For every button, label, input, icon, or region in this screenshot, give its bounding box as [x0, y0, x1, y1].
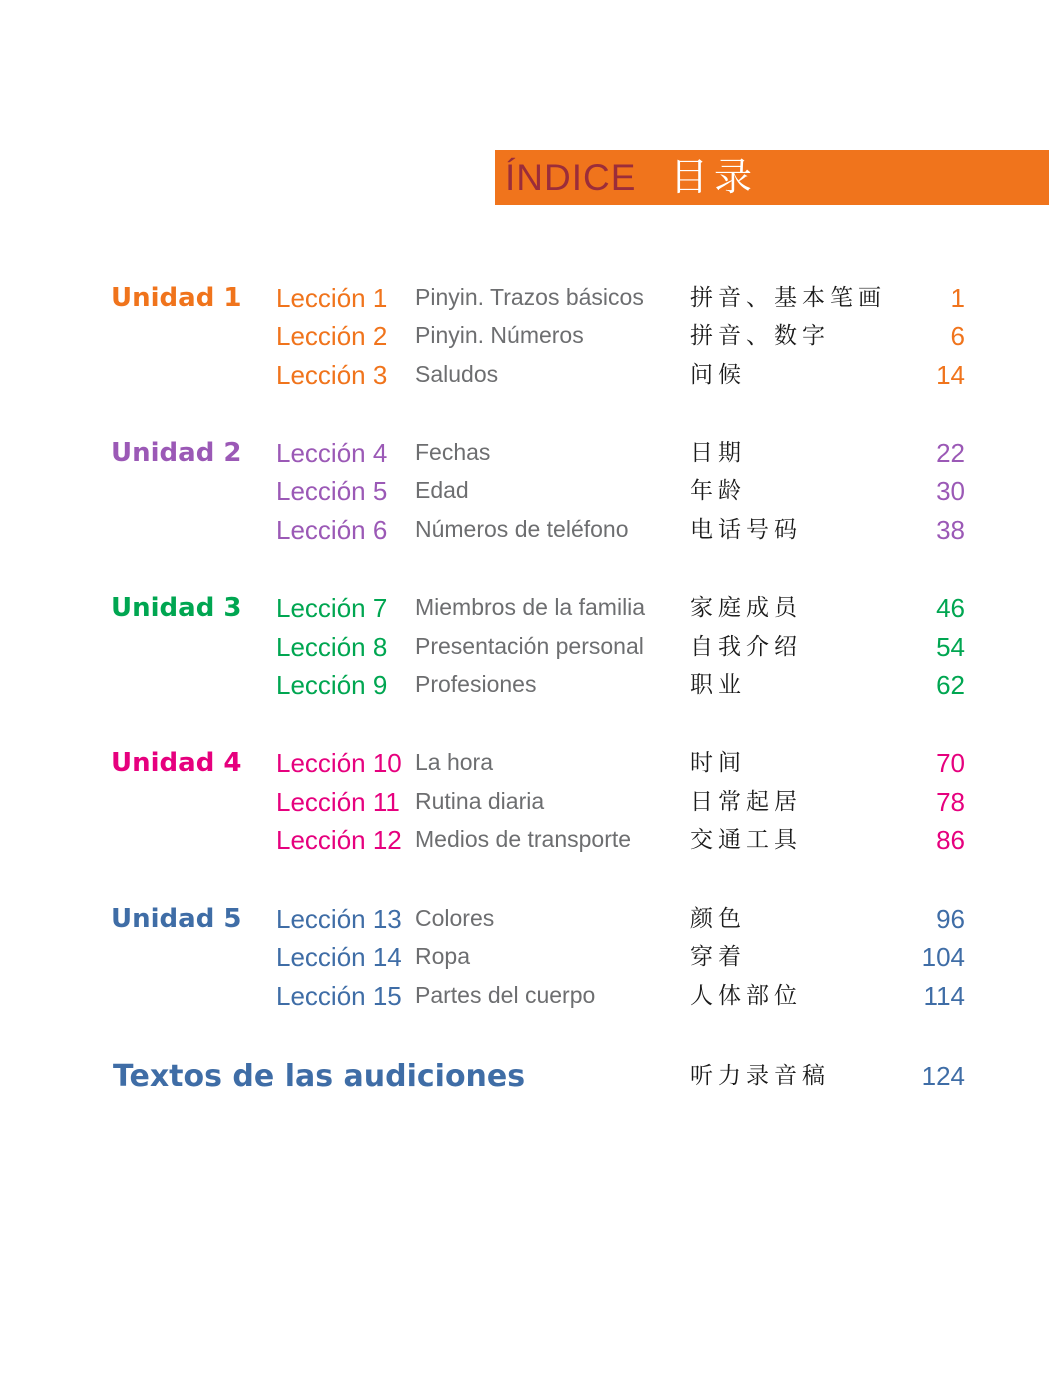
lesson-2-title-zh: 拼音、数字 [690, 323, 830, 349]
lesson-15-label[interactable]: Lección 15 [276, 981, 402, 1011]
lesson-3-label[interactable]: Lección 3 [276, 360, 388, 390]
lesson-14-title-es[interactable]: Ropa [415, 943, 470, 969]
lesson-8-page[interactable]: 54 [936, 632, 965, 662]
lesson-12-title-zh: 交通工具 [690, 827, 802, 853]
lesson-2-page[interactable]: 6 [950, 321, 965, 351]
unit-5-label[interactable]: Unidad 5 [111, 904, 242, 934]
appendix-page[interactable]: 124 [921, 1061, 965, 1091]
lesson-11-title-zh: 日常起居 [690, 789, 802, 815]
lesson-13-label[interactable]: Lección 13 [276, 904, 402, 934]
lesson-13-page[interactable]: 96 [936, 904, 965, 934]
lesson-6-page[interactable]: 38 [936, 515, 965, 545]
lesson-9-title-es[interactable]: Profesiones [415, 671, 537, 697]
unit-1-label[interactable]: Unidad 1 [111, 283, 242, 313]
unit-4-label[interactable]: Unidad 4 [111, 748, 242, 778]
lesson-2-title-es[interactable]: Pinyin. Números [415, 322, 584, 348]
lesson-8-label[interactable]: Lección 8 [276, 632, 388, 662]
lesson-2-label[interactable]: Lección 2 [276, 321, 388, 351]
lesson-9-page[interactable]: 62 [936, 670, 965, 700]
lesson-6-title-zh: 电话号码 [690, 517, 802, 543]
lesson-15-page[interactable]: 114 [923, 981, 965, 1011]
lesson-14-label[interactable]: Lección 14 [276, 942, 402, 972]
lesson-8-title-es[interactable]: Presentación personal [415, 633, 644, 659]
index-title-es: ÍNDICE [505, 157, 637, 198]
lesson-4-page[interactable]: 22 [936, 438, 965, 468]
lesson-4-label[interactable]: Lección 4 [276, 438, 388, 468]
lesson-10-title-es[interactable]: La hora [415, 749, 494, 775]
lesson-15-title-zh: 人体部位 [690, 983, 802, 1009]
lesson-6-title-es[interactable]: Números de teléfono [415, 516, 629, 542]
lesson-7-page[interactable]: 46 [936, 593, 965, 623]
lesson-13-title-es[interactable]: Colores [415, 905, 495, 931]
lesson-10-title-zh: 时间 [690, 750, 746, 776]
unit-2-label[interactable]: Unidad 2 [111, 438, 242, 468]
lesson-11-title-es[interactable]: Rutina diaria [415, 788, 545, 814]
lesson-9-title-zh: 职业 [690, 672, 746, 698]
lesson-12-title-es[interactable]: Medios de transporte [415, 826, 632, 852]
lesson-3-page[interactable]: 14 [936, 360, 965, 390]
lesson-7-title-zh: 家庭成员 [690, 595, 802, 621]
lesson-1-label[interactable]: Lección 1 [276, 283, 388, 313]
lesson-8-title-zh: 自我介绍 [690, 634, 802, 660]
lesson-1-page[interactable]: 1 [950, 283, 965, 313]
lesson-12-page[interactable]: 86 [936, 825, 965, 855]
lesson-15-title-es[interactable]: Partes del cuerpo [415, 982, 596, 1008]
lesson-10-label[interactable]: Lección 10 [276, 748, 402, 778]
lesson-14-page[interactable]: 104 [921, 942, 965, 972]
lesson-9-label[interactable]: Lección 9 [276, 670, 388, 700]
lesson-14-title-zh: 穿着 [690, 944, 746, 970]
lesson-4-title-zh: 日期 [690, 440, 746, 466]
lesson-10-page[interactable]: 70 [936, 748, 965, 778]
index-title-zh: 目录 [670, 155, 759, 199]
lesson-7-title-es[interactable]: Miembros de la familia [415, 594, 646, 620]
lesson-1-title-zh: 拼音、基本笔画 [690, 285, 886, 311]
appendix-label[interactable]: Textos de las audiciones [113, 1059, 526, 1094]
lesson-12-label[interactable]: Lección 12 [276, 825, 402, 855]
lesson-3-title-es[interactable]: Saludos [415, 361, 499, 387]
lesson-1-title-es[interactable]: Pinyin. Trazos básicos [415, 284, 644, 310]
lesson-11-page[interactable]: 78 [936, 787, 965, 817]
lesson-4-title-es[interactable]: Fechas [415, 439, 491, 465]
lesson-3-title-zh: 问候 [690, 362, 746, 388]
lesson-5-title-zh: 年龄 [690, 478, 746, 504]
lesson-6-label[interactable]: Lección 6 [276, 515, 388, 545]
appendix-title-zh: 听力录音稿 [690, 1063, 830, 1089]
lesson-7-label[interactable]: Lección 7 [276, 593, 388, 623]
lesson-5-label[interactable]: Lección 5 [276, 476, 388, 506]
unit-3-label[interactable]: Unidad 3 [111, 593, 242, 623]
lesson-5-page[interactable]: 30 [936, 476, 965, 506]
lesson-13-title-zh: 颜色 [690, 906, 746, 932]
lesson-5-title-es[interactable]: Edad [415, 477, 469, 503]
lesson-11-label[interactable]: Lección 11 [276, 787, 400, 817]
